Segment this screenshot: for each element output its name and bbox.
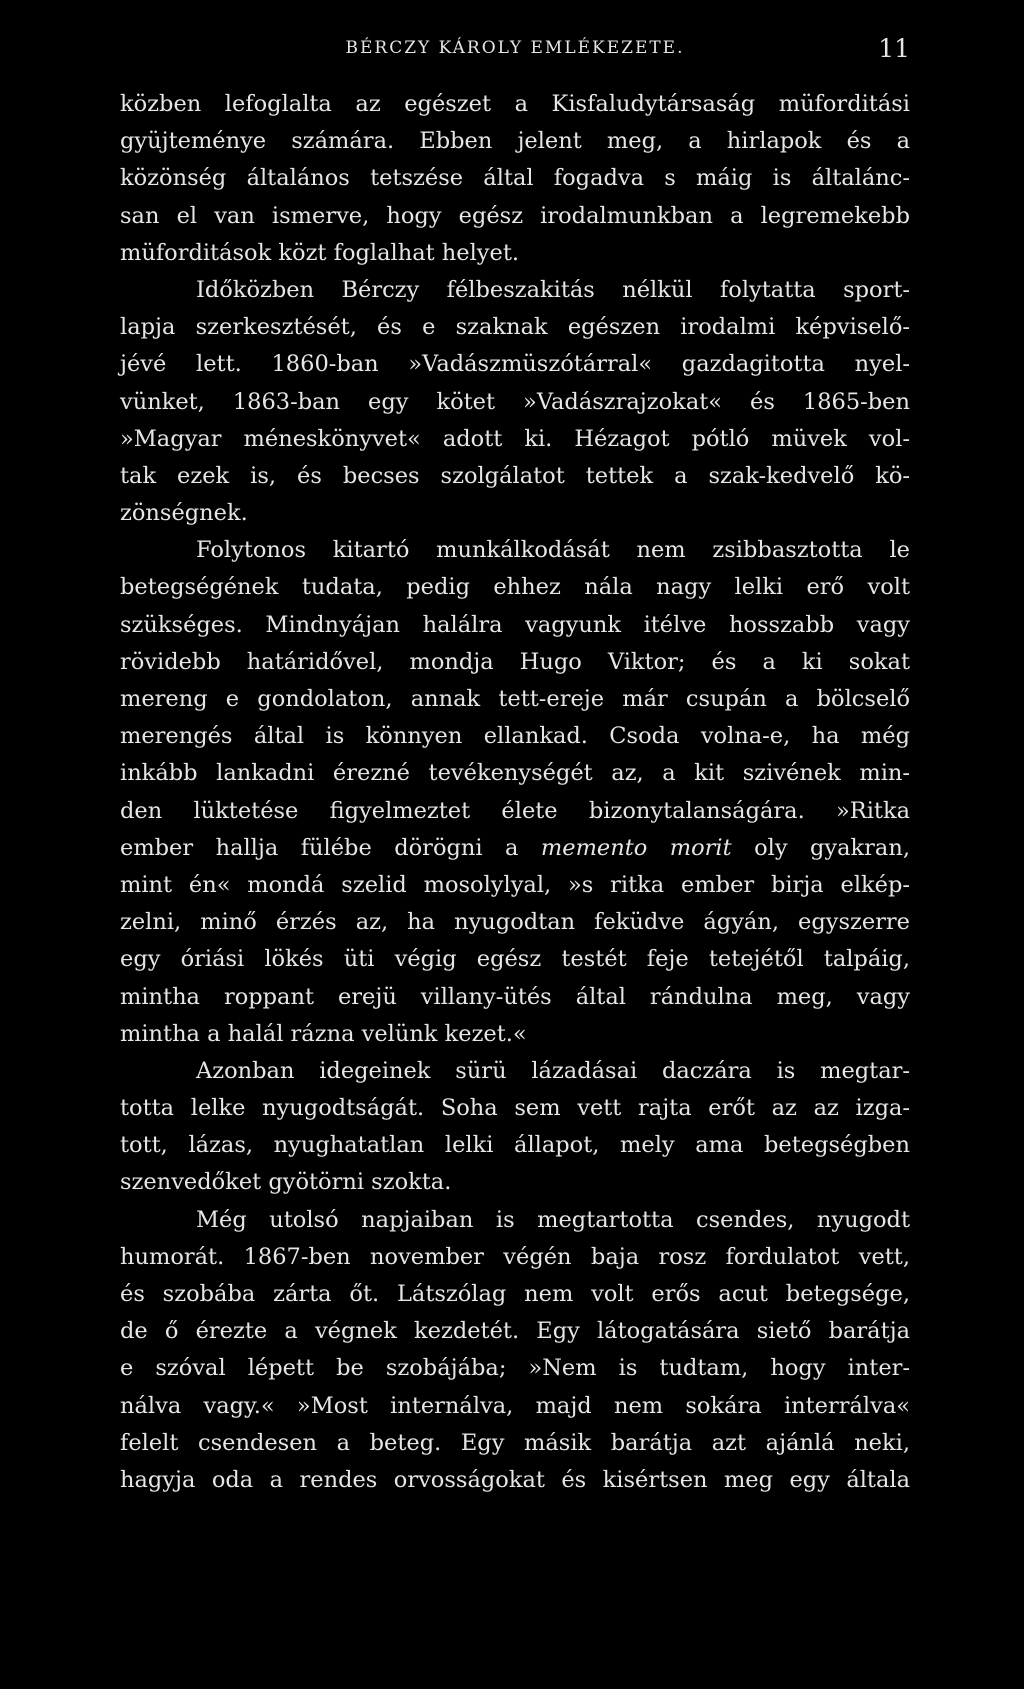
text-line: nálva vagy.« »Most internálva, majd nem sokára interrálva« — [120, 1392, 910, 1419]
running-head — [120, 34, 910, 72]
text-line: den lüktetése figyelmeztet élete bizonytalanságára. »Ritka — [120, 797, 910, 824]
text-line: de ő érezte a végnek kezdetét. Egy látogatására siető barátja — [120, 1318, 910, 1345]
text-line: közönség általános tetszése által fogadva s máig is általánc- — [120, 165, 910, 192]
text-line: Időközben Bérczy félbeszakitás nélkül folytatta sport- — [196, 276, 910, 303]
text-line: müforditások közt foglalhat helyet. — [120, 239, 520, 266]
text-line: mereng e gondolaton, annak tett-ereje már csupán a bölcselő — [120, 686, 910, 712]
page-number: 11 — [878, 34, 910, 63]
text-line: hagyja oda a rendes orvosságokat és kisértsen meg egy általa — [120, 1466, 910, 1493]
text-line: mintha a halál rázna velünk kezet.« — [120, 1020, 527, 1047]
text-line: szükséges. Mindnyájan halálra vagyunk itélve hosszabb vagy — [120, 611, 910, 638]
text-line: totta lelke nyugodtságát. Soha sem vett rajta erőt az az izga- — [120, 1095, 910, 1122]
text-line: betegségének tudata, pedig ehhez nála nagy lelki erő volt — [120, 574, 910, 601]
text-line: gyüjteménye számára. Ebben jelent meg, a hirlapok és a — [120, 128, 910, 155]
text-line: »Magyar méneskönyvet« adott ki. Hézagot pótló müvek vol- — [120, 425, 910, 452]
text-line: tak ezek is, és becses szolgálatot tettek a szak-kedvelő kö- — [120, 462, 910, 489]
text-line: mintha roppant erejü villany-ütés által rándulna meg, vagy — [120, 983, 910, 1010]
text-line: merengés által is könnyen ellankad. Csoda volna-e, ha még — [120, 723, 910, 750]
text-line: tott, lázas, nyughatatlan lelki állapot, mely ama betegségben — [120, 1132, 910, 1159]
text-line: közben lefoglalta az egészet a Kisfaludytársaság müforditási — [120, 91, 910, 117]
body-text — [120, 86, 910, 1499]
text-line: Folytonos kitartó munkálkodását nem zsibbasztotta le — [196, 537, 910, 564]
text-line: e szóval lépett be szobájába; »Nem is tudtam, hogy inter- — [120, 1355, 910, 1382]
text-line: humorát. 1867-ben november végén baja rosz fordulatot vett, — [120, 1243, 910, 1270]
text-line: mint én« mondá szelid mosolylyal, »s ritka ember birja elkép- — [120, 871, 910, 898]
text-line: Azonban idegeinek sürü lázadásai daczára is megtar- — [196, 1057, 910, 1084]
text-line: Még utolsó napjaiban is megtartotta csendes, nyugodt — [196, 1206, 910, 1233]
text-line: lapja szerkesztését, és e szaknak egészen irodalmi képviselő- — [120, 314, 910, 341]
text-line: zelni, minő érzés az, ha nyugodtan feküdve ágyán, egyszerre — [120, 909, 910, 936]
text-line: vünket, 1863-ban egy kötet »Vadászrajzokat« és 1865-ben — [120, 388, 910, 415]
text-line: felelt csendesen a beteg. Egy másik barátja azt ajánlá neki, — [120, 1429, 910, 1456]
text-line: inkább lankadni érezné tevékenységét az, a kit szivének min- — [120, 760, 910, 787]
running-title: BÉRCZY KÁROLY EMLÉKEZETE. — [345, 38, 685, 58]
text-line: san el van ismerve, hogy egész irodalmunkban a legremekebb — [120, 202, 910, 229]
italic-phrase: memento morit — [540, 834, 732, 861]
text-line: ember hallja fülébe dörögni a memento morit oly gyakran, — [120, 834, 910, 861]
text-line: és szobába zárta őt. Látszólag nem volt erős acut betegsége, — [120, 1281, 910, 1307]
text-line: zönségnek. — [120, 500, 248, 527]
text-line: egy óriási lökés üti végig egész testét feje tetejétől talpáig, — [120, 946, 910, 973]
text-line: jévé lett. 1860-ban »Vadászmüszótárral« gazdagitotta nyel- — [120, 351, 910, 378]
text-line: szenvedőket gyötörni szokta. — [120, 1169, 452, 1196]
text-line: rövidebb határidővel, mondja Hugo Viktor; és a ki sokat — [120, 648, 910, 675]
